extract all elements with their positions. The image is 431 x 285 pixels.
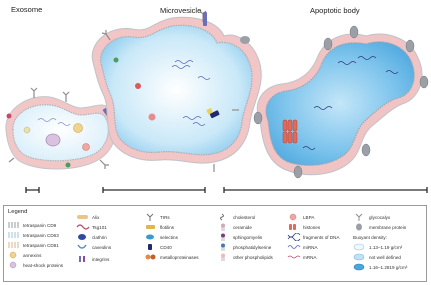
exosome-scale-bar	[26, 187, 39, 193]
legend-item-mrna	[287, 253, 317, 261]
legend-item-mirna	[287, 243, 318, 251]
legend-item-cd40	[144, 243, 172, 251]
annexin-icon	[7, 251, 21, 259]
legend-label: sphingomyelin	[233, 234, 263, 240]
glycocalyx-icon	[353, 213, 367, 221]
tsg101-icon	[76, 223, 90, 231]
legend-item-tsg101	[76, 223, 107, 231]
legend-label: miRNA	[303, 244, 318, 250]
legend-item-density-microvesicle	[353, 253, 401, 261]
legend-item-metalloproteinases	[144, 253, 199, 261]
phospholipid-icon	[217, 253, 231, 261]
legend-label: membrane protein	[369, 224, 407, 230]
lbpa-icon	[287, 213, 301, 221]
legend-item-tlrs	[144, 213, 170, 221]
heat-shock-icon	[7, 261, 21, 269]
legend-item-alix	[76, 213, 99, 221]
cholesterol-icon	[217, 213, 231, 221]
heat-shock-protein-blob	[46, 134, 60, 146]
cd63-icon	[7, 231, 21, 239]
legend-label: other phospholipids	[233, 254, 273, 260]
legend-label: tetraspanin CD9	[23, 222, 57, 228]
legend-box	[3, 205, 427, 282]
legend-label: tetraspanin CD81	[23, 242, 59, 248]
flotillin-icon	[144, 223, 158, 231]
density-3-icon	[353, 263, 367, 271]
legend-item-cd9	[7, 221, 56, 229]
cd81-icon	[7, 241, 21, 249]
legend-label: Tsg101	[92, 224, 107, 230]
legend-item-annexins	[7, 251, 41, 259]
metalloproteinase-icon	[144, 253, 158, 261]
legend-label: LBPA	[303, 214, 315, 220]
legend-label: mRNA	[303, 254, 317, 260]
legend-item-heat-shock	[7, 261, 63, 269]
legend-label: heat-shock proteins	[23, 262, 64, 268]
legend-label: not well defined	[369, 254, 401, 260]
microvesicle-vesicle	[92, 11, 261, 172]
exosome-vesicle	[6, 88, 117, 169]
scale-bars	[26, 187, 427, 193]
density-2-icon	[353, 253, 367, 261]
lbpa-blob	[83, 144, 90, 151]
legend-item-membrane-protein	[353, 223, 406, 231]
microvesicle-title: Microvesicle	[160, 6, 202, 15]
histone-icon	[287, 223, 301, 231]
clathrin-icon	[76, 233, 90, 241]
caveolin-icon	[76, 243, 90, 251]
legend-item-integrins	[76, 255, 109, 263]
mirna-icon	[287, 243, 301, 251]
legend-item-glycocalyx	[353, 213, 390, 221]
apoptotic-body-scale-bar	[224, 187, 427, 193]
legend-label: caveolins	[92, 244, 112, 250]
legend-item-density-exosome	[353, 243, 402, 251]
phosphatidylserine-icon	[217, 243, 231, 251]
legend-item-ceramide	[217, 223, 252, 231]
density-1-icon	[353, 243, 367, 251]
mrna-icon	[287, 253, 301, 261]
alix-blob	[24, 127, 30, 133]
microvesicle-blob-pink	[149, 114, 156, 121]
microvesicle-blob-green	[114, 58, 119, 63]
legend-label: phosphatidylserine	[233, 244, 272, 250]
microvesicle-scale-bar	[103, 187, 205, 193]
membrane-protein-icon	[353, 223, 367, 231]
legend-item-clathrin	[76, 233, 107, 241]
legend-item-sphingomyelin	[217, 233, 262, 241]
exosome-title: Exosome	[11, 5, 43, 14]
sphingomyelin-icon	[217, 233, 231, 241]
legend-label: metalloproteinases	[160, 254, 199, 260]
legend-item-dna-fragments	[287, 233, 340, 241]
microvesicle-blob-grey	[240, 36, 250, 44]
microvesicle-lumen	[101, 25, 252, 154]
annexin-blob	[74, 124, 83, 133]
legend-item-cholesterol	[217, 213, 255, 221]
legend-buoyant-density-heading	[353, 233, 387, 241]
legend-item-phosphatidylserine	[217, 243, 271, 251]
integrin-icon	[76, 255, 90, 263]
legend-label: clathrin	[92, 234, 107, 240]
legend-label: fragments of DNA	[303, 234, 340, 240]
cd40-icon	[144, 243, 158, 251]
legend-item-selectins	[144, 233, 178, 241]
legend-item-flotillins	[144, 223, 174, 231]
legend-label: 1.13–1.19 g/cm³	[369, 244, 403, 250]
legend-label: glycocalyx	[369, 214, 391, 220]
legend-item-cd63	[7, 231, 59, 239]
dna-fragment-icon	[287, 233, 301, 241]
tlr-icon	[144, 213, 158, 221]
legend-label: 1.16–1.2819 g/cm³	[369, 264, 408, 270]
alix-icon	[76, 213, 90, 221]
legend-label: flotilins	[160, 224, 175, 230]
legend-label: histones	[303, 224, 321, 230]
legend-label: annexins	[23, 252, 42, 258]
selectin-icon	[144, 233, 158, 241]
legend-label: selectins	[160, 234, 178, 240]
legend-item-cd81	[7, 241, 59, 249]
microvesicle-blob-red	[135, 83, 141, 89]
legend-label: tetraspanin CD63	[23, 232, 59, 238]
legend-item-caveolins	[76, 243, 111, 251]
legend-label: cholesterol	[233, 214, 256, 220]
legend-item-phospholipids	[217, 253, 273, 261]
cd9-icon	[7, 221, 21, 229]
legend-label: Buoyant density:	[353, 234, 387, 240]
legend-label: TIRs	[160, 214, 170, 220]
legend-title: Legend	[8, 209, 28, 215]
legend-item-lbpa	[287, 213, 314, 221]
legend-item-histones	[287, 223, 320, 231]
ceramide-icon	[217, 223, 231, 231]
apoptotic-body-title: Apoptotic body	[310, 6, 360, 15]
legend-label: ceramide	[233, 224, 252, 230]
legend-item-density-apoptotic	[353, 263, 407, 271]
legend-label: CD40	[160, 244, 172, 250]
legend-label: Alix	[92, 214, 100, 220]
apoptotic-body-vesicle	[254, 26, 428, 178]
legend-label: integrins	[92, 256, 110, 262]
microvesicle-integrin-top	[203, 12, 207, 26]
